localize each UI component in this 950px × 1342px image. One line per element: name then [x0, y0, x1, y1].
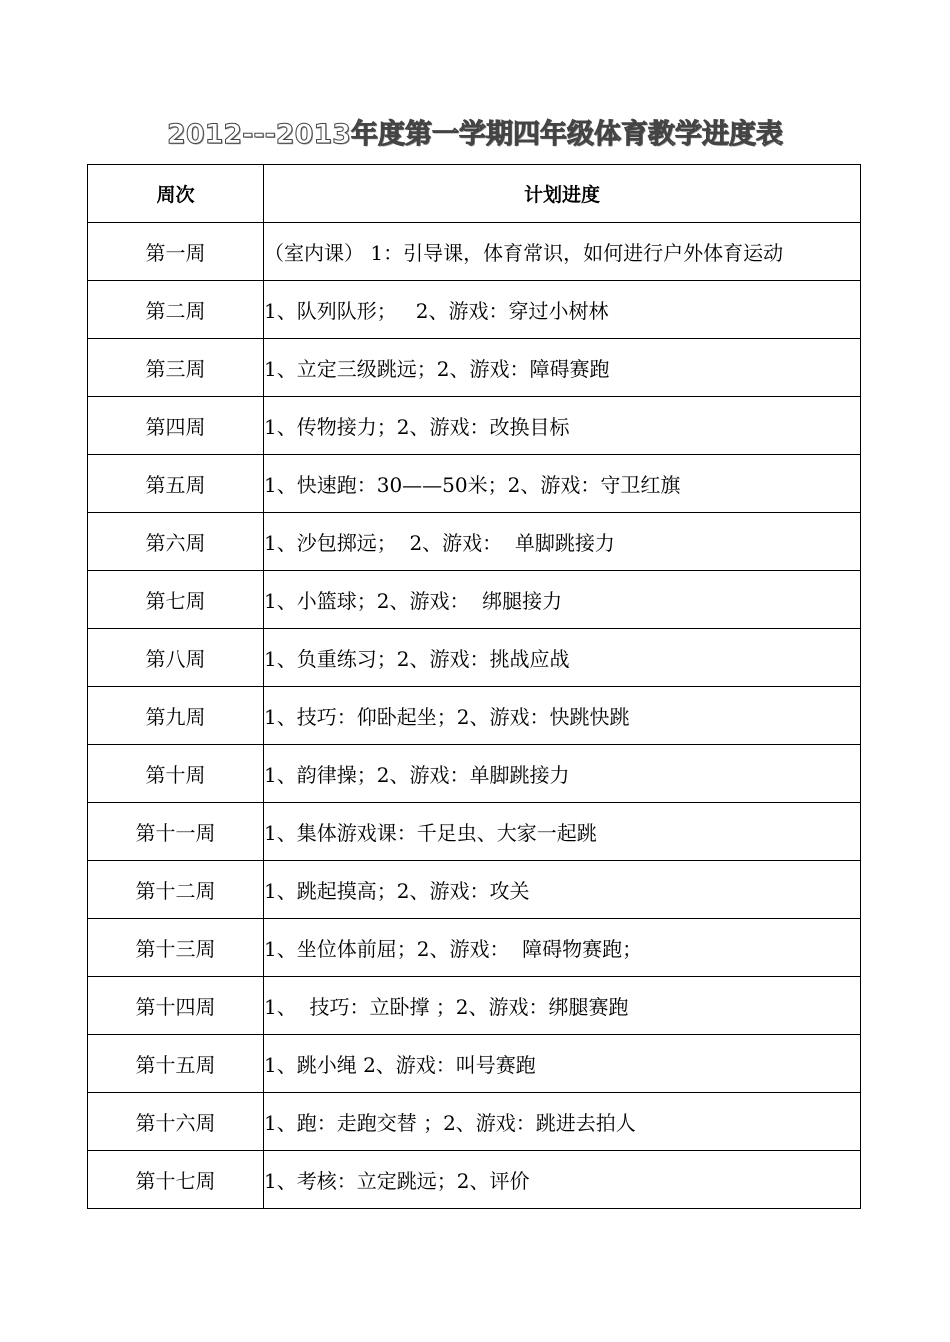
table-row — [88, 397, 861, 455]
table-row — [88, 455, 861, 513]
week-cell: 第一周 — [88, 223, 264, 281]
table-row — [88, 1035, 861, 1093]
plan-cell: 1、韵律操；2、游戏：单脚跳接力 — [264, 745, 861, 803]
header-week: 周次 — [88, 165, 264, 223]
table-row — [88, 745, 861, 803]
plan-cell: 1、跑：走跑交替 ；2、游戏：跳进去拍人 — [264, 1093, 861, 1151]
plan-cell: 1、跳小绳 2、游戏：叫号赛跑 — [264, 1035, 861, 1093]
plan-cell: 1、队列队形； 2、游戏：穿过小树林 — [264, 281, 861, 339]
plan-cell: 1、集体游戏课：千足虫、大家一起跳 — [264, 803, 861, 861]
table-row — [88, 571, 861, 629]
week-cell: 第四周 — [88, 397, 264, 455]
table-row — [88, 223, 861, 281]
table-row — [88, 919, 861, 977]
table-row — [88, 977, 861, 1035]
header-plan: 计划进度 — [264, 165, 861, 223]
plan-cell: 1、坐位体前屈；2、游戏： 障碍物赛跑； — [264, 919, 861, 977]
table-row — [88, 339, 861, 397]
week-cell: 第十六周 — [88, 1093, 264, 1151]
week-cell: 第六周 — [88, 513, 264, 571]
week-cell: 第七周 — [88, 571, 264, 629]
week-cell: 第十周 — [88, 745, 264, 803]
week-cell: 第二周 — [88, 281, 264, 339]
week-cell: 第十五周 — [88, 1035, 264, 1093]
plan-cell: 1、 技巧：立卧撑 ；2、游戏：绑腿赛跑 — [264, 977, 861, 1035]
table-row — [88, 1151, 861, 1209]
plan-cell: 1、负重练习；2、游戏：挑战应战 — [264, 629, 861, 687]
plan-cell: 1、沙包掷远； 2、游戏： 单脚跳接力 — [264, 513, 861, 571]
page-title: 2012---2013年度第一学期四年级体育教学进度表 — [167, 119, 783, 150]
week-cell: 第五周 — [88, 455, 264, 513]
plan-cell: 1、传物接力；2、游戏：改换目标 — [264, 397, 861, 455]
schedule-table — [87, 164, 861, 1209]
table-row — [88, 513, 861, 571]
week-cell: 第十四周 — [88, 977, 264, 1035]
week-cell: 第八周 — [88, 629, 264, 687]
table-header-row — [88, 165, 861, 223]
plan-cell: 1、立定三级跳远；2、游戏：障碍赛跑 — [264, 339, 861, 397]
plan-cell: （室内课） 1：引导课，体育常识，如何进行户外体育运动 — [264, 223, 861, 281]
plan-cell: 1、技巧：仰卧起坐；2、游戏：快跳快跳 — [264, 687, 861, 745]
table-row — [88, 629, 861, 687]
table-row — [88, 861, 861, 919]
table-row — [88, 803, 861, 861]
week-cell: 第十三周 — [88, 919, 264, 977]
table-row — [88, 281, 861, 339]
plan-cell: 1、小篮球；2、游戏： 绑腿接力 — [264, 571, 861, 629]
table-row — [88, 1093, 861, 1151]
week-cell: 第十一周 — [88, 803, 264, 861]
plan-cell: 1、考核：立定跳远；2、评价 — [264, 1151, 861, 1209]
week-cell: 第九周 — [88, 687, 264, 745]
week-cell: 第三周 — [88, 339, 264, 397]
plan-cell: 1、快速跑：30——50米；2、游戏：守卫红旗 — [264, 455, 861, 513]
week-cell: 第十七周 — [88, 1151, 264, 1209]
week-cell: 第十二周 — [88, 861, 264, 919]
plan-cell: 1、跳起摸高；2、游戏：攻关 — [264, 861, 861, 919]
table-row — [88, 687, 861, 745]
